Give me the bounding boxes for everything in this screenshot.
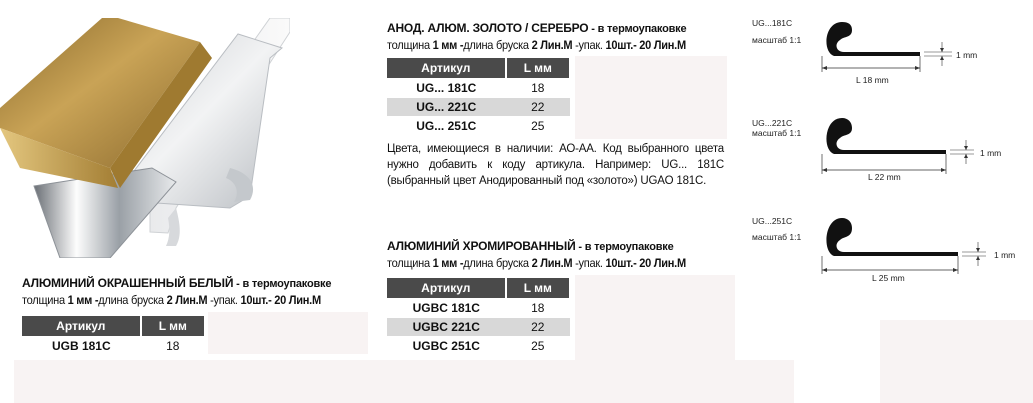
- diagram-thickness: 1 mm: [980, 148, 1002, 158]
- col-header-length: L мм: [141, 316, 205, 337]
- table-row: UG... 181C 18: [387, 79, 570, 98]
- bottom-blank-band: [14, 360, 794, 403]
- diagram-scale: масштаб 1:1: [752, 128, 802, 138]
- chrome-blank-area: [575, 275, 735, 360]
- chrome-table: [387, 278, 571, 355]
- table-row: UGB 181C 18: [22, 337, 205, 356]
- white-spec: толщина 1 мм -длина бруска 2 Лин.М -упак. 10шт.- 20 Лин.М: [22, 293, 321, 307]
- col-header-code: Артикул: [22, 316, 141, 337]
- diagram-code: UG...251C: [752, 216, 793, 226]
- product-photo: [0, 18, 290, 258]
- right-blank-area: [880, 320, 1033, 403]
- profile-diagram-181: [752, 18, 1033, 88]
- white-blank-area: [208, 312, 368, 354]
- diagram-code: UG...181C: [752, 18, 793, 28]
- table-row: UG... 221C 22: [387, 98, 570, 117]
- chrome-heading: [387, 239, 674, 253]
- col-header-length: L мм: [506, 278, 570, 299]
- chrome-heading-text: АЛЮМИНИЙ ХРОМИРОВАННЫЙ: [387, 239, 576, 253]
- table-row: UGBC 181C 18: [387, 299, 570, 318]
- anod-spec: толщина 1 мм -длина бруска 2 Лин.М -упак. 10шт.- 20 Лин.М: [387, 38, 686, 52]
- table-row: UG... 251C 25: [387, 117, 570, 136]
- chrome-spec: толщина 1 мм -длина бруска 2 Лин.М -упак. 10шт.- 20 Лин.М: [387, 256, 686, 270]
- white-heading-sub: - в термоупаковке: [233, 278, 332, 290]
- white-heading: [22, 276, 331, 290]
- profile-drawing: [812, 18, 1033, 88]
- diagram-length: L 22 mm: [868, 172, 901, 182]
- table-row: UGBC 251C 25: [387, 337, 570, 356]
- diagram-scale: масштаб 1:1: [752, 35, 802, 45]
- chrome-heading-sub: - в термоупаковке: [575, 241, 674, 253]
- col-header-length: L мм: [506, 58, 570, 79]
- diagram-scale: масштаб 1:1: [752, 232, 802, 242]
- white-heading-text: АЛЮМИНИЙ ОКРАШЕННЫЙ БЕЛЫЙ: [22, 276, 234, 290]
- anod-note: Цвета, имеющиеся в наличии: АО-АА. Код выбранного цвета нужно добавить к коду артикула. Например: UG... 181C (выбранный цвет Анодированный под «золото») UGAO 181C.: [387, 143, 724, 187]
- diagram-code: UG...221C: [752, 118, 793, 128]
- diagram-thickness: 1 mm: [994, 250, 1016, 260]
- profile-diagram-251: [752, 216, 1033, 286]
- anod-heading-text: АНОД. АЛЮМ. ЗОЛОТО / СЕРЕБРО: [387, 21, 589, 35]
- anod-heading-sub: - в термоупаковке: [588, 23, 687, 35]
- profile-diagram-221: [752, 118, 1033, 188]
- col-header-code: Артикул: [387, 58, 506, 79]
- white-table: [22, 316, 206, 355]
- col-header-code: Артикул: [387, 278, 506, 299]
- diagram-length: L 25 mm: [872, 273, 905, 283]
- diagram-thickness: 1 mm: [956, 50, 978, 60]
- table-row: UGBC 221C 22: [387, 318, 570, 337]
- anod-blank-area: [575, 56, 727, 139]
- diagram-length: L 18 mm: [856, 75, 889, 85]
- anod-heading: [387, 21, 686, 35]
- anod-table: [387, 58, 571, 135]
